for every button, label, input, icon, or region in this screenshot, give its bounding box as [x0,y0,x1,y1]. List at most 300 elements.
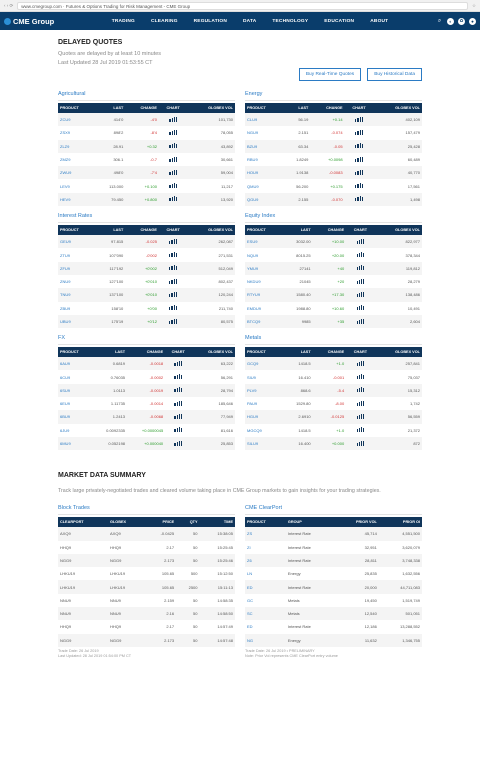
section-title[interactable]: FX [58,332,235,345]
chart-cell[interactable] [346,275,374,288]
prior-oi: 1,632,556 [402,571,420,577]
product-code[interactable]: RTYU9 [247,292,261,298]
globex-volume: 13,920 [220,196,233,202]
prior-volume: 28,811 [364,557,377,563]
last-price: 306.1 [113,157,124,163]
product-code[interactable]: LEV9 [60,183,70,189]
price-change: +40 [337,265,345,271]
chart-cell[interactable] [159,248,187,261]
chart-icon[interactable] [169,196,177,201]
globex-volume: 30,661 [220,157,233,163]
table-row[interactable] [245,179,422,192]
table-row [245,567,422,580]
chart-cell[interactable] [346,288,374,301]
menu-education[interactable]: EDUCATION [324,18,355,24]
col-product: PRODUCT [60,350,79,355]
menu-regulation[interactable]: REGULATION [193,18,227,24]
chart-icon[interactable] [174,414,182,419]
market-data-summary [58,472,422,664]
chart-cell[interactable] [346,315,374,328]
chart-cell[interactable] [345,179,374,192]
price-change: -0.0068 [149,414,164,420]
chart-icon[interactable] [357,441,365,446]
product-code[interactable]: GC [247,597,253,603]
last-price: 27141 [299,265,311,271]
product-code[interactable]: 6CU9 [60,374,71,380]
menu-technology[interactable]: TECHNOLOGY [272,18,309,24]
globex-volume: 257,841 [405,361,420,367]
chart-icon[interactable] [174,387,182,392]
globe-icon [4,18,11,25]
chart-icon[interactable] [169,157,177,162]
table-row[interactable] [245,424,422,437]
product-code[interactable]: SC [247,611,253,617]
globex-volume: 21,372 [407,427,420,433]
table-row[interactable] [245,275,422,288]
last-price: 28.91 [113,143,124,149]
clearport-code: NNU9 [60,597,71,603]
chart-cell[interactable] [346,410,374,423]
product-code[interactable]: 6AU9 [60,361,71,367]
section-title[interactable]: Agricultural [58,88,235,101]
delay-notice: Quotes are delayed by at least 10 minutes [58,51,162,57]
prior-oi: 3,620,079 [402,544,420,550]
search-icon[interactable]: ⌕ [437,17,442,24]
col-change: CHANGE [327,350,345,355]
last-price: 1.8249 [296,157,309,163]
prior-volume: 19,450 [364,597,377,603]
product-code[interactable]: HEV9 [60,196,71,202]
settings-icon[interactable]: ✿ [459,18,464,23]
product-code[interactable]: PAU9 [247,401,258,407]
product-code[interactable]: BTCQ9 [247,319,261,324]
globex-volume: 56,291 [220,374,233,380]
chart-cell[interactable] [346,357,374,370]
price-change: +1.0 [336,361,345,367]
product-code[interactable]: QGU9 [247,196,259,202]
table-row[interactable] [245,126,422,139]
chart-icon[interactable] [174,401,182,406]
chart-cell[interactable] [345,153,374,166]
table-row[interactable] [245,113,422,126]
section-title[interactable]: Equity Index [245,210,422,223]
chart-icon[interactable] [169,265,177,270]
chart-icon[interactable] [169,170,177,175]
chart-icon[interactable] [174,374,182,379]
product-code[interactable]: ZMZ9 [60,157,71,163]
chart-icon[interactable] [357,319,365,324]
last-price: 21045 [299,279,311,285]
product-code[interactable]: ZNU9 [60,279,71,285]
product-code[interactable]: EMDU9 [247,305,262,311]
clearport-section [245,502,422,660]
product-code[interactable]: ESU9 [247,239,258,245]
product-code[interactable]: ZSX9 [60,130,71,136]
chart-cell[interactable] [345,166,374,179]
last-price: 1.11735 [110,401,126,407]
chart-cell[interactable] [345,113,374,126]
product-code[interactable]: RBU9 [247,157,258,163]
product-group: Interest Rate [287,584,311,590]
globex-volume: 15,312 [407,387,420,393]
last-price: 1529.80 [296,401,311,407]
globex-code: NGG9 [110,637,122,643]
chart-cell[interactable] [159,113,187,126]
table-row[interactable] [245,437,422,450]
chart-cell[interactable] [345,140,374,153]
product-code[interactable]: ZTU9 [60,252,70,258]
chart-cell[interactable] [159,302,187,315]
product-code[interactable]: YMU9 [247,265,259,271]
table-row[interactable] [245,235,422,248]
chart-cell[interactable] [159,193,187,206]
chart-cell[interactable] [159,153,187,166]
product-code[interactable]: ZI [247,544,251,550]
table-row[interactable] [245,357,422,370]
chart-icon[interactable] [169,130,177,135]
chart-icon[interactable] [357,361,365,366]
chart-cell[interactable] [159,140,187,153]
cme-logo[interactable]: CME Group [4,17,64,26]
globex-volume: 211,740 [218,305,233,311]
browser-nav-controls[interactable]: ‹ › ⟳ [4,2,14,8]
bookmark-icon[interactable]: ☆ [471,2,476,8]
last-price: 1.2413 [112,414,126,420]
chart-icon[interactable] [169,239,177,244]
table-row [58,527,235,540]
chart-cell[interactable] [159,315,187,328]
prior-volume: 25,835 [364,571,377,577]
table-row[interactable] [58,113,235,126]
chart-icon[interactable] [355,183,363,188]
chart-icon[interactable] [169,183,177,188]
chart-cell[interactable] [345,193,374,206]
product-code[interactable]: SIU9 [247,374,256,380]
table-row[interactable] [58,437,235,450]
quote-grid [58,88,422,454]
chart-icon[interactable] [357,292,365,297]
table-row[interactable] [245,288,422,301]
globex-volume: 271,531 [218,252,233,258]
chart-cell[interactable] [159,179,187,192]
table-row[interactable] [58,153,235,166]
chart-icon[interactable] [357,239,365,244]
chart-icon[interactable] [169,279,177,284]
trade-qty: 50 [193,557,198,563]
last-price: 1418.5 [298,427,311,433]
table-row[interactable] [58,140,235,153]
col-last: LAST [300,228,311,233]
clearport-code: NNU9 [60,611,71,617]
last-price: 0.0092335 [106,427,126,433]
price-change: -0.070 [331,196,343,202]
chart-cell[interactable] [165,370,191,383]
section-title[interactable]: Metals [245,332,422,345]
table-row[interactable] [58,370,235,383]
chart-icon[interactable] [169,143,177,148]
block-trades-title[interactable]: Block Trades [58,502,235,515]
chart-cell[interactable] [346,248,374,261]
table-row[interactable] [58,262,235,275]
price-change: -5.4 [337,387,345,393]
globex-volume: 28,794 [220,387,233,393]
last-price: 137'100 [109,292,124,298]
clearport-footnote: Trade Date: 26 Jul 2019 • PRELIMINARY Note: Prior Vol represents CME ClearPort entry volume [245,648,338,659]
price-change: -0.0125 [330,414,345,420]
table-row[interactable] [58,357,235,370]
chart-cell[interactable] [159,166,187,179]
product-code[interactable]: MGCQ9 [247,427,262,433]
chart-icon[interactable] [355,196,363,201]
buy-historical-button[interactable]: Buy Historical Data [367,68,422,81]
chart-cell[interactable] [165,410,191,423]
table-row[interactable] [58,410,235,423]
product-code[interactable]: ED [247,624,253,630]
table-row[interactable] [58,193,235,206]
chart-cell[interactable] [165,397,191,410]
prior-oi: 44,711,083 [400,584,420,590]
table-row[interactable] [58,235,235,248]
trade-qty: 2500 [188,584,198,590]
col-last: LAST [113,228,124,233]
table-row [245,554,422,567]
product-code[interactable]: ZLZ9 [60,143,70,149]
chart-icon[interactable] [355,130,363,135]
price-change: -0.7 [150,157,157,163]
col-product: PRODUCT [60,106,79,110]
product-code[interactable]: NQU9 [247,252,259,258]
product-code[interactable]: HOU9 [247,170,259,176]
table-row[interactable] [245,410,422,423]
product-code[interactable]: 6SU9 [60,387,71,393]
product-code[interactable]: ED [247,584,253,590]
chart-icon[interactable] [169,292,177,297]
product-code[interactable]: UBU9 [60,319,71,324]
product-code[interactable]: QMU9 [247,183,259,189]
chart-cell[interactable] [159,262,187,275]
menu-about[interactable]: ABOUT [370,18,389,24]
price-change: +20.00 [331,252,345,258]
trade-qty: 50 [193,544,198,550]
price-change: -0.074 [331,130,343,136]
last-price: 898'2 [113,130,124,136]
chart-icon[interactable] [169,252,177,257]
table-row [58,620,235,633]
prior-volume: 32,951 [364,544,377,550]
price-change: +0.000040 [144,441,164,447]
product-code[interactable]: 6EU9 [60,401,71,407]
table-row[interactable] [58,179,235,192]
prior-oi: 1,519,749 [402,597,420,603]
chart-icon[interactable] [169,319,177,324]
product-code[interactable]: NKDU9 [247,279,261,285]
chart-icon[interactable] [355,170,363,175]
last-price: 113.000 [109,183,124,189]
last-price: 2.151 [298,130,309,136]
product-code[interactable]: HGU9 [247,414,259,420]
product-code[interactable]: NGU9 [247,130,259,136]
chart-icon[interactable] [355,117,363,122]
clearport-code: LHKU19 [60,571,76,577]
chart-cell[interactable] [346,302,374,315]
address-bar[interactable]: www.cmegroup.com · Futures & Options Trading for Risk Management - CME Group [17,2,468,10]
table-row[interactable] [245,370,422,383]
product-code[interactable]: 6MU9 [60,441,71,447]
prior-oi: 13,288,552 [399,624,420,630]
table-row [245,541,422,554]
col-globex-vol: GLOBEX VOL [208,106,233,110]
globex-volume: 802,437 [218,279,233,285]
chart-cell[interactable] [159,126,187,139]
prior-volume: 45,714 [364,531,377,537]
chart-cell[interactable] [345,126,374,139]
chart-icon[interactable] [355,157,363,162]
chart-cell[interactable] [346,437,374,450]
quote-table [58,225,235,328]
col-product: PRODUCT [247,228,266,233]
product-code[interactable]: BZU9 [247,143,258,149]
product-code[interactable]: NG [247,637,253,643]
last-price: 79.450 [111,196,124,202]
table-row[interactable] [245,193,422,206]
price-change: +0.0000045 [141,427,164,433]
globe-language-icon[interactable]: ◐ [447,18,454,25]
chart-icon[interactable] [357,374,365,379]
table-row[interactable] [245,140,422,153]
product-code[interactable]: ZFU9 [60,265,70,271]
col-prior-oi: PRIOR OI [402,520,420,525]
menu-clearing[interactable]: CLEARING [150,18,178,24]
last-price: 8015.25 [296,252,311,258]
table-row [245,580,422,593]
chart-cell[interactable] [159,275,187,288]
table-row[interactable] [58,424,235,437]
chart-icon[interactable] [169,305,177,310]
price-change: -0.0014 [149,401,164,407]
product-code[interactable]: 6BU9 [60,414,71,420]
chart-cell[interactable] [165,424,191,437]
globex-volume: 2,604 [409,319,420,324]
globex-volume: 185,646 [218,401,233,407]
globex-volume: 119,812 [405,265,420,271]
chart-icon[interactable] [357,305,365,310]
product-group: Interest Rate [287,557,311,563]
chart-icon[interactable] [357,252,365,257]
product-group: Metals [287,597,300,603]
table-row[interactable] [245,166,422,179]
table-row[interactable] [58,126,235,139]
chart-cell[interactable] [346,235,374,248]
col-qty: QTY [189,520,198,525]
clearport-table [245,517,422,647]
chart-icon[interactable] [169,117,177,122]
chart-icon[interactable] [357,387,365,392]
chart-cell[interactable] [346,424,374,437]
chart-cell[interactable] [159,288,187,301]
trade-time: 15:25:46 [217,557,233,563]
chart-cell[interactable] [346,262,374,275]
chart-icon[interactable] [357,414,365,419]
chart-cell[interactable] [165,357,191,370]
price-change: +0'002 [144,265,157,271]
table-row[interactable] [245,397,422,410]
table-row [58,554,235,567]
user-icon[interactable]: ● [469,18,476,25]
chart-cell[interactable] [346,370,374,383]
table-row[interactable] [58,397,235,410]
globex-code: LHKU19 [110,571,126,577]
product-code[interactable]: GEU9 [60,239,71,245]
menu-trading[interactable]: TRADING [111,18,135,24]
table-row[interactable] [245,315,422,328]
table-row[interactable] [58,384,235,397]
product-code[interactable]: CLU9 [247,117,258,123]
chart-icon[interactable] [357,279,365,284]
col-product: PRODUCT [247,350,266,355]
product-code[interactable]: GCQ9 [247,361,259,367]
table-row[interactable] [58,166,235,179]
menu-data[interactable]: DATA [242,18,257,24]
product-code[interactable]: PLV9 [247,387,257,393]
product-code[interactable]: ZBU9 [60,305,71,311]
last-price: 1418.5 [298,361,311,367]
section-title[interactable]: Interest Rates [58,210,235,223]
globex-volume: 77,949 [220,414,233,420]
product-code[interactable]: ZWU9 [60,170,72,176]
table-row[interactable] [245,384,422,397]
table-row[interactable] [58,248,235,261]
price-change: +0'12 [147,319,157,324]
quotes-header [58,30,422,88]
chart-icon[interactable] [357,427,365,432]
table-row[interactable] [58,302,235,315]
price-change: +0.800 [144,196,157,202]
chart-cell[interactable] [165,384,191,397]
table-row[interactable] [245,153,422,166]
table-row[interactable] [58,315,235,328]
table-row[interactable] [58,275,235,288]
globex-volume: 402,109 [405,117,420,123]
product-code[interactable]: SILU9 [247,441,259,447]
last-price: 2.155 [298,196,309,202]
chart-icon[interactable] [357,401,365,406]
price-change: -0.0083 [329,170,343,176]
globex-volume: 11,217 [221,183,233,189]
product-code[interactable]: ZS [247,531,253,537]
chart-icon[interactable] [174,441,182,446]
table-row[interactable] [245,302,422,315]
buy-realtime-button[interactable]: Buy Real-Time Quotes [299,68,361,81]
chart-cell[interactable] [346,397,374,410]
product-code[interactable]: Z6 [247,557,252,563]
section-title[interactable]: Energy [245,88,422,101]
chart-icon[interactable] [355,143,363,148]
chart-cell[interactable] [346,384,374,397]
chart-icon[interactable] [357,265,365,270]
table-row[interactable] [245,248,422,261]
chart-icon[interactable] [174,361,182,366]
chart-icon[interactable] [174,427,182,432]
product-code[interactable]: LN [247,571,253,577]
table-row[interactable] [245,262,422,275]
product-code[interactable]: TNU9 [60,292,71,298]
clearport-title[interactable]: CME ClearPort [245,502,422,515]
product-code[interactable]: ZCU9 [60,117,71,123]
chart-cell[interactable] [165,437,191,450]
chart-cell[interactable] [159,235,187,248]
product-code[interactable]: 6JU9 [60,427,70,433]
table-row[interactable] [58,288,235,301]
